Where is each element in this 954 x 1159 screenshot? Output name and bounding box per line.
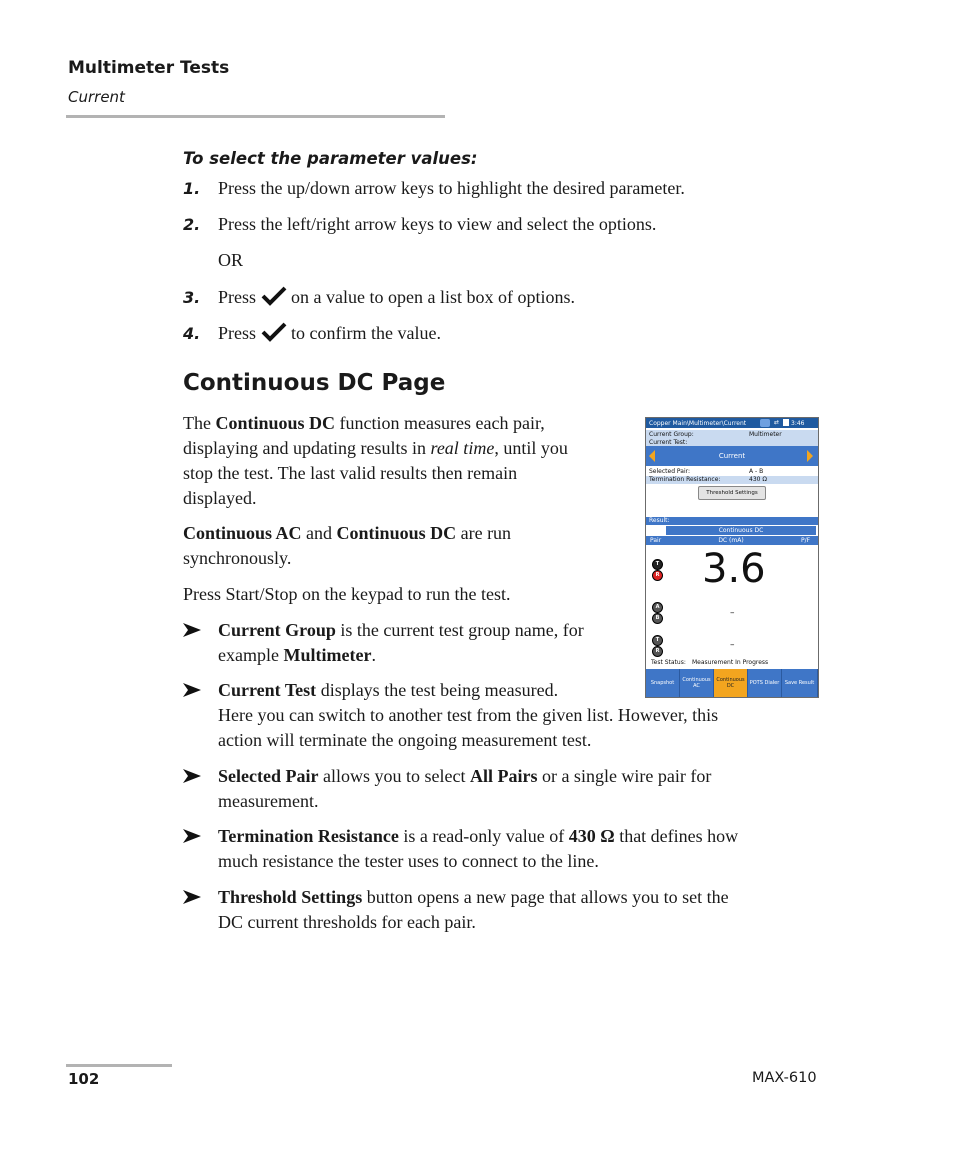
pin-t2: T: [652, 635, 663, 646]
battery-icon: [783, 419, 789, 426]
text: real time: [430, 438, 495, 458]
step-text: Press the up/down arrow keys to highlight the desired parameter.: [218, 178, 685, 198]
step-text: Press: [218, 323, 257, 343]
column-pf: P/F: [801, 537, 811, 544]
paragraph-start-stop: Press Start/Stop on the keypad to run the test.: [183, 584, 511, 604]
text: , until you: [494, 438, 568, 458]
continuous-ac-button[interactable]: Continuous AC: [680, 669, 714, 697]
bullet-current-group: [183, 618, 653, 668]
text: example: [218, 645, 284, 665]
text: that defines how: [614, 826, 739, 846]
result-label: Result:: [649, 517, 670, 524]
text: function measures each pair,: [335, 413, 545, 433]
text: Current Group: [218, 620, 336, 640]
current-group-row: [646, 430, 818, 439]
field-value: A - B: [749, 468, 764, 475]
current-test-label-row: [646, 439, 818, 446]
page-number: 102: [68, 1070, 100, 1088]
text: displaying and updating results in: [183, 438, 431, 458]
step-2: [183, 214, 823, 235]
text: Continuous DC: [336, 523, 457, 543]
step-text: on a value to open a list box of options.: [291, 287, 575, 307]
result-header-row: [646, 536, 818, 545]
bullet-arrow-icon: [183, 769, 201, 783]
pin-b: B: [652, 613, 663, 624]
snapshot-button[interactable]: Snapshot: [646, 669, 680, 697]
text: is a read-only value of: [398, 826, 569, 846]
running-header-subtitle: Current: [68, 88, 125, 106]
field-label: Termination Resistance:: [649, 476, 721, 483]
text: Termination Resistance: [218, 826, 399, 846]
text: displayed.: [183, 488, 257, 508]
text: Continuous DC: [215, 413, 336, 433]
text: The: [183, 413, 216, 433]
field-value: Multimeter: [749, 431, 782, 438]
step-number: 2.: [183, 215, 201, 234]
text: .: [371, 645, 376, 665]
step-number: 3.: [183, 288, 201, 307]
selected-pair-row[interactable]: [646, 467, 818, 476]
field-label: Selected Pair:: [649, 468, 690, 475]
current-test-selector[interactable]: [646, 446, 818, 466]
text: synchronously.: [183, 548, 292, 568]
step-text: Press the left/right arrow keys to view and select the options.: [218, 214, 657, 234]
step-text: to confirm the value.: [291, 323, 441, 343]
field-value: 430 Ω: [749, 476, 767, 483]
text: 430 Ω: [568, 826, 615, 846]
result-label-row: [646, 517, 818, 525]
header-rule: [66, 115, 445, 118]
pin-r1: R: [652, 570, 663, 581]
text: stop the test. The last valid results then remain: [183, 463, 518, 483]
test-status-label: Test Status:: [651, 659, 686, 666]
bullet-threshold-settings: [183, 885, 823, 935]
text: allows you to select: [318, 766, 470, 786]
step-number: 1.: [183, 179, 201, 198]
text: is the current test group name, for: [335, 620, 584, 640]
text: All Pairs: [469, 766, 538, 786]
text: Multimeter: [283, 645, 372, 665]
test-status-row: [646, 659, 818, 667]
test-status-value: Measurement In Progress: [692, 659, 769, 666]
bullet-arrow-icon: [183, 683, 201, 697]
device-button-bar: [646, 669, 818, 697]
bullet-arrow-icon: [183, 890, 201, 904]
result-title-row: [646, 526, 818, 535]
field-label: Current Group:: [649, 431, 694, 438]
pin-r2: R: [652, 646, 663, 657]
threshold-settings-button[interactable]: Threshold Settings: [698, 486, 766, 500]
usb-icon: ⇄: [774, 419, 780, 426]
dc-value-tertiary: –: [730, 640, 735, 650]
current-test-value: Current: [718, 452, 746, 460]
paragraph-sync: [183, 521, 511, 571]
step-or: OR: [218, 250, 244, 270]
bullet-selected-pair: [183, 764, 823, 814]
dc-value-secondary: –: [730, 608, 735, 618]
bullet-termination-resistance: [183, 824, 823, 874]
pin-t1: T: [652, 559, 663, 570]
continuous-dc-button[interactable]: Continuous DC: [714, 669, 748, 697]
pots-dialer-button[interactable]: POTS Dialer: [748, 669, 782, 697]
text: or a single wire pair for: [537, 766, 712, 786]
text: measurement.: [218, 791, 319, 811]
device-title-bar: [646, 418, 818, 428]
step-text: Press: [218, 287, 257, 307]
step-1: [183, 178, 823, 199]
dc-value-main: 3.6: [702, 546, 766, 592]
wifi-icon: [760, 419, 770, 427]
text: button opens a new page that allows you to set the: [362, 887, 729, 907]
text: Here you can switch to another test from the given list. However, this: [218, 705, 719, 725]
text: Current Test: [218, 680, 317, 700]
bullet-arrow-icon: [183, 829, 201, 843]
procedure-heading: To select the parameter values:: [183, 149, 478, 168]
text: Continuous AC: [183, 523, 302, 543]
text: and: [301, 523, 337, 543]
step-3: [183, 286, 823, 308]
column-dc: DC (mA): [718, 537, 744, 544]
step-number: 4.: [183, 324, 201, 343]
field-label: Current Test:: [649, 439, 688, 446]
pin-a: A: [652, 602, 663, 613]
text: much resistance the tester uses to connect to the line.: [218, 851, 599, 871]
checkmark-icon: [261, 322, 287, 342]
text: displays the test being measured.: [316, 680, 559, 700]
running-header-title: Multimeter Tests: [68, 58, 230, 78]
section-title: Continuous DC Page: [183, 370, 446, 396]
document-name: MAX-610: [752, 1070, 817, 1086]
text: DC current thresholds for each pair.: [218, 912, 476, 932]
text: action will terminate the ongoing measurement test.: [218, 730, 592, 750]
clock-text: 3:46: [791, 420, 805, 427]
checkmark-icon: [261, 286, 287, 306]
termination-resistance-row: [646, 476, 818, 484]
bullet-arrow-icon: [183, 623, 201, 637]
device-screenshot: [645, 417, 819, 698]
result-title: Continuous DC: [666, 526, 816, 535]
save-result-button[interactable]: Save Result: [782, 669, 818, 697]
paragraph-intro: [183, 411, 568, 511]
step-4: [183, 322, 823, 344]
text: are run: [456, 523, 512, 543]
text: Selected Pair: [218, 766, 319, 786]
column-pair: Pair: [650, 537, 662, 544]
text: Threshold Settings: [218, 887, 363, 907]
arrow-right-icon[interactable]: [807, 450, 813, 462]
device-title: Copper Main\Multimeter\Current: [649, 420, 747, 427]
footer-rule: [66, 1064, 172, 1067]
